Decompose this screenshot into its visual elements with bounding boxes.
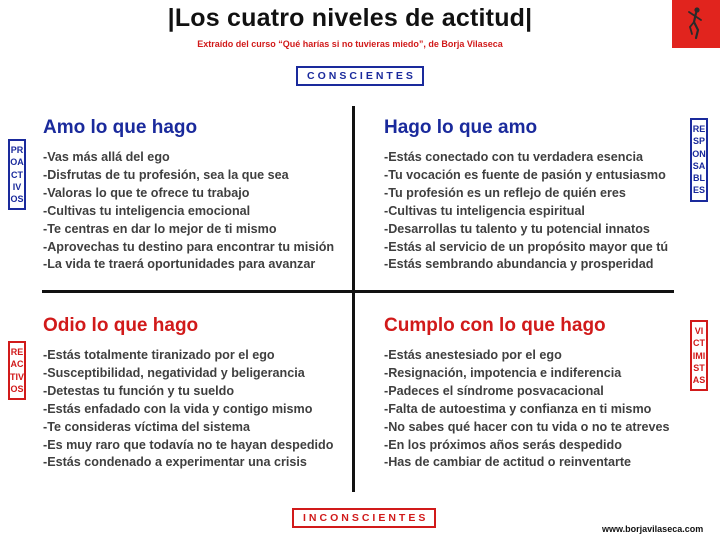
list-item: -Es muy raro que todavía no te hayan despedido xyxy=(43,437,334,452)
quadrant-title: Amo lo que hago xyxy=(43,117,198,138)
quadrant-bottom-right xyxy=(384,315,670,472)
list-item: -Te consideras víctima del sistema xyxy=(43,419,250,434)
axis-label-proactivos: PROACTIVOS xyxy=(8,139,26,210)
horizontal-divider xyxy=(42,290,674,293)
quadrant-top-left xyxy=(43,117,334,274)
page-subtitle: Extraído del curso “Qué harías si no tuvieras miedo”, de Borja Vilaseca xyxy=(197,39,503,49)
list-item: -La vida te traerá oportunidades para avanzar xyxy=(43,257,316,272)
quadrant-title: Odio lo que hago xyxy=(43,315,199,336)
list-item: -Estás condenado a experimentar una crisis xyxy=(43,455,307,470)
list-item: -Valoras lo que te ofrece tu trabajo xyxy=(43,185,250,200)
list-item: -Estás enfadado con la vida y contigo mismo xyxy=(43,401,313,416)
list-item: -Desarrollas tu talento y tu potencial innatos xyxy=(384,221,650,236)
list-item: -Has de cambiar de actitud o reinventarte xyxy=(384,455,632,470)
list-item: -Susceptibilidad, negatividad y beligerancia xyxy=(43,365,305,380)
website-link[interactable]: www.borjavilaseca.com xyxy=(602,524,704,534)
list-item: -Cultivas tu inteligencia emocional xyxy=(43,203,251,218)
list-item: -En los próximos años serás despedido xyxy=(384,437,622,452)
quadrant-top-right xyxy=(384,117,668,274)
list-item: -Detestas tu función y tu sueldo xyxy=(43,383,235,398)
list-item: -Falta de autoestima y confianza en ti mismo xyxy=(384,401,652,416)
quadrant-title: Cumplo con lo que hago xyxy=(384,315,606,336)
jumping-figure-logo-icon xyxy=(672,0,720,48)
page-title: |Los cuatro niveles de actitud| xyxy=(167,4,533,32)
vertical-divider xyxy=(352,106,355,492)
list-item: -Tu vocación es fuente de pasión y entusiasmo xyxy=(384,167,666,182)
list-item: -Vas más allá del ego xyxy=(43,150,170,164)
list-item: -Disfrutas de tu profesión, sea la que sea xyxy=(43,167,289,182)
axis-label-victimistas: VICTIMISTAS xyxy=(690,320,708,391)
quadrant-title: Hago lo que amo xyxy=(384,117,538,138)
list-item: -Estás al servicio de un propósito mayor que tú xyxy=(384,239,669,254)
quadrant-bottom-left xyxy=(43,315,333,472)
list-item: -No sabes qué hacer con tu vida o no te atreves xyxy=(384,419,670,434)
axis-label-responsables: RESPONSABLES xyxy=(690,118,708,202)
list-item: -Estás anestesiado por el ego xyxy=(384,348,562,362)
quadrant-list xyxy=(43,347,333,472)
axis-label-inconscientes: INCONSCIENTES xyxy=(292,508,436,528)
quadrant-list xyxy=(43,149,334,274)
list-item: -Padeces el síndrome posvacacional xyxy=(384,383,604,398)
quadrant-list xyxy=(384,347,670,472)
list-item: -Te centras en dar lo mejor de ti mismo xyxy=(43,221,277,236)
list-item: -Cultivas tu inteligencia espiritual xyxy=(384,203,585,218)
axis-label-conscientes: CONSCIENTES xyxy=(296,66,424,86)
list-item: -Tu profesión es un reflejo de quién eres xyxy=(384,185,626,200)
quadrant-list xyxy=(384,149,668,274)
list-item: -Resignación, impotencia e indiferencia xyxy=(384,365,622,380)
list-item: -Aprovechas tu destino para encontrar tu misión xyxy=(43,239,335,254)
list-item: -Estás sembrando abundancia y prosperidad xyxy=(384,257,654,272)
axis-label-reactivos: REACTIVOS xyxy=(8,341,26,400)
list-item: -Estás conectado con tu verdadera esencia xyxy=(384,150,643,164)
list-item: -Estás totalmente tiranizado por el ego xyxy=(43,348,275,362)
